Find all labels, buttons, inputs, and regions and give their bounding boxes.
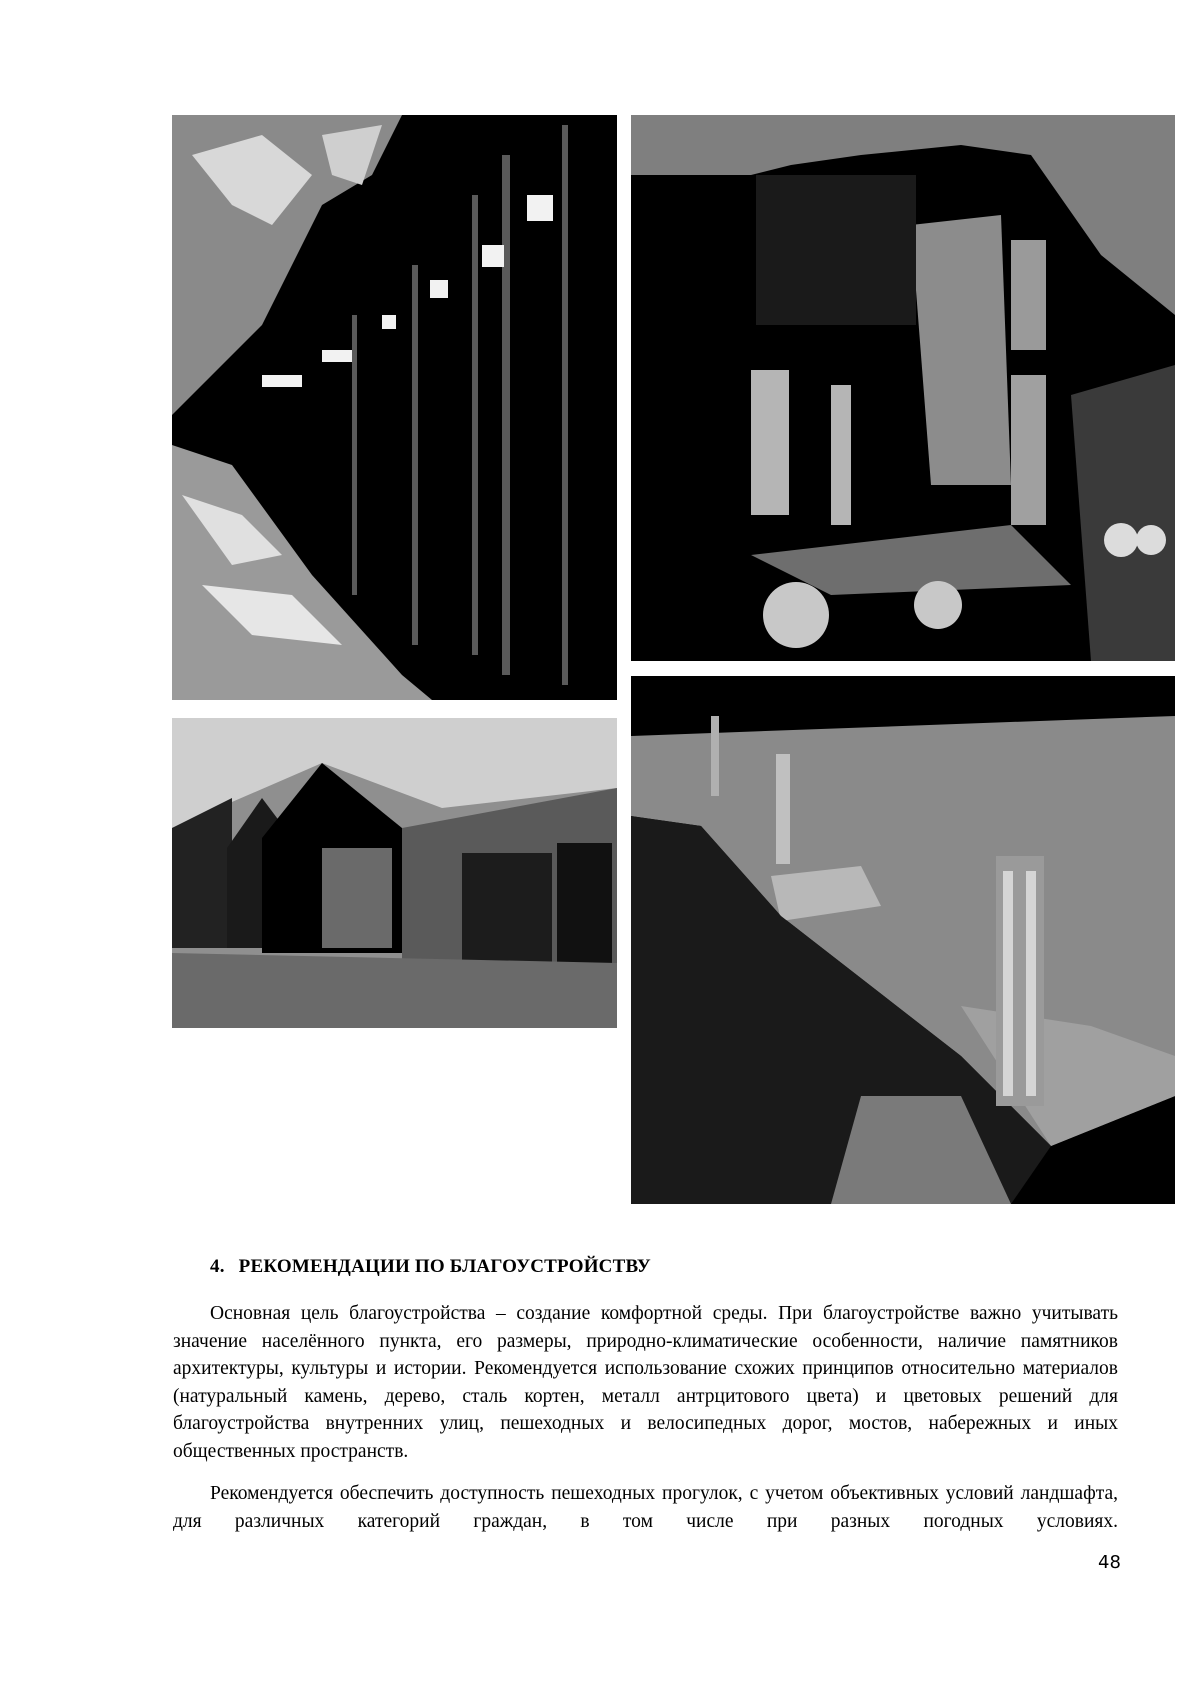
photo-fence-lighting [172, 115, 617, 700]
body-paragraph: Рекомендуется обеспечить доступность пешеходных прогулок, с учетом объективных условий ландшафта, для различных категорий граждан, в том числе при разных погодных условиях. [173, 1483, 1118, 1532]
fence-photo-image [172, 115, 617, 700]
photo-pavilion [172, 718, 617, 1028]
bollard-photo-image [631, 676, 1175, 1204]
house-photo-image [631, 115, 1175, 661]
photo-house-spheres [631, 115, 1175, 661]
section-number: 4. [210, 1256, 225, 1277]
page-number: 48 [1098, 1552, 1121, 1573]
photo-bollard-lights [631, 676, 1175, 1204]
section-heading [210, 1256, 651, 1278]
pavilion-photo-image [172, 718, 617, 1028]
section-title: РЕКОМЕНДАЦИИ ПО БЛАГОУСТРОЙСТВУ [238, 1256, 651, 1277]
body-paragraph: Основная цель благоустройства – создание комфортной среды. При благоустройстве важно учитывать значение населённого пункта, его размеры, природно-климатические особенности, наличие памятников архитектуры, культуры и истории. Рекомендуется использование схожих принципов относительно материалов (натуральный камень, дерево, сталь кортен, металл антрцитового цвета) и цветовых решений для благоустройства внутренних улиц, пешеходных и велосипедных дорог, мостов, набережных и иных общественных пространств. [173, 1303, 1118, 1462]
